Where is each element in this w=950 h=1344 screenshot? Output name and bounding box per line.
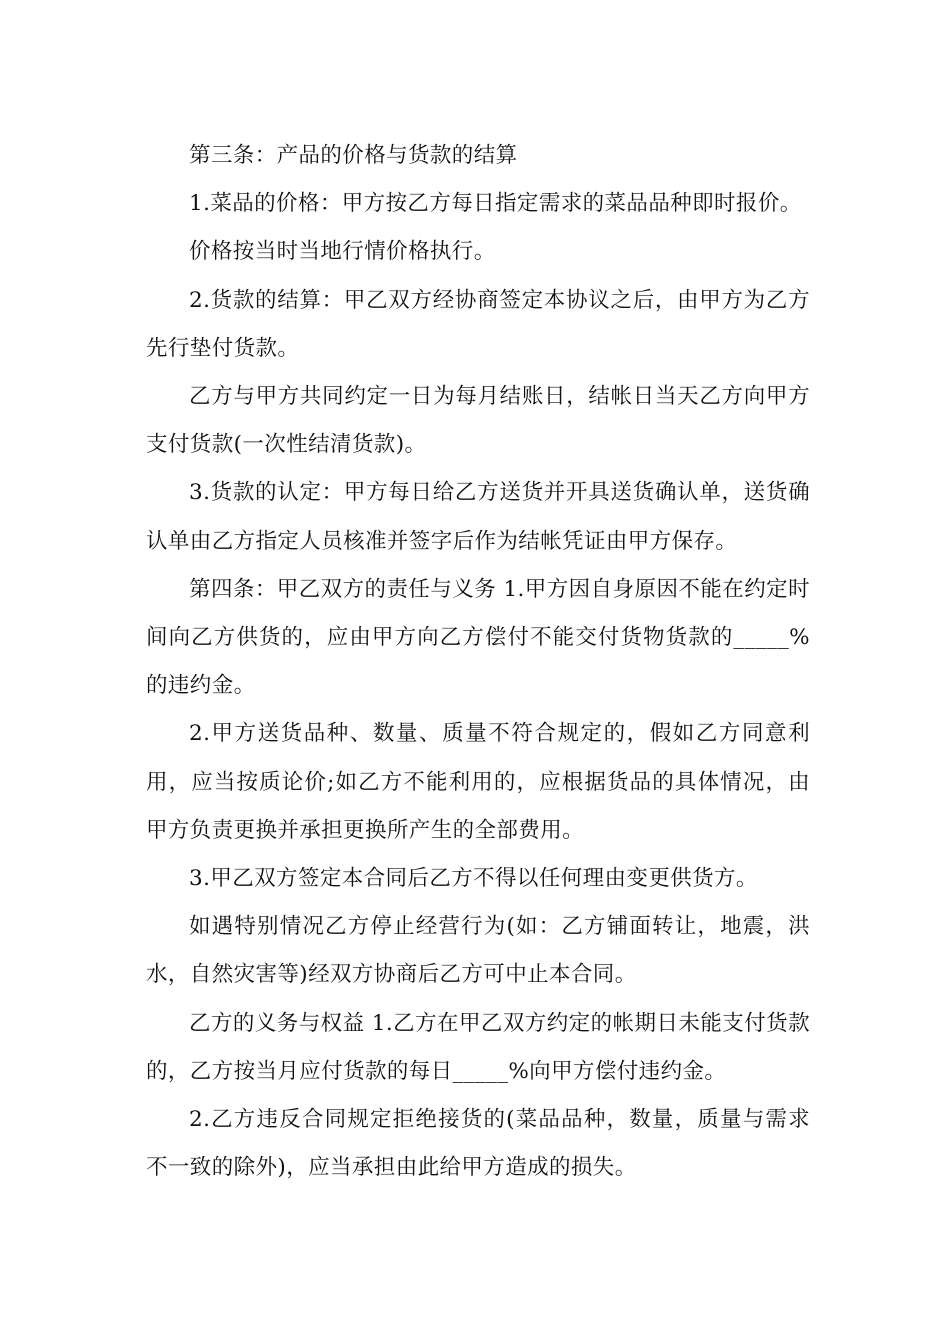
contract-text (146, 132, 810, 1192)
paragraph-settlement: 2.货款的结算：甲乙双方经协商签定本协议之后，由甲方为乙方先行垫付货款。 (146, 287, 810, 361)
paragraph-special-circumstances: 如遇特别情况乙方停止经营行为(如：乙方铺面转让，地震，洪水，自然灾害等)经双方协商后乙方可中止本合同。 (146, 914, 810, 988)
paragraph-price-basis: 价格按当时当地行情价格执行。 (189, 239, 496, 265)
paragraph-article-4: 第四条：甲乙双方的责任与义务 1.甲方因自身原因不能在约定时间向乙方供货的，应由甲方向乙方偿付不能交付货物货款的_____%的违约金。 (146, 576, 810, 699)
paragraph-price: 1.菜品的价格：甲方按乙方每日指定需求的菜品品种即时报价。 (189, 191, 802, 217)
paragraph-refusal: 2.乙方违反合同规定拒绝接货的(菜品品种，数量，质量与需求不一致的除外)，应当承担由此给甲方造成的损失。 (146, 1107, 810, 1181)
paragraph-party-b-obligations: 乙方的义务与权益 1.乙方在甲乙双方约定的帐期日未能支付货款的，乙方按当月应付货款的每日_____%向甲方偿付违约金。 (146, 1010, 810, 1084)
paragraph-supplier-change: 3.甲乙双方签定本合同后乙方不得以任何理由变更供货方。 (189, 866, 758, 892)
paragraph-article-3-title: 第三条：产品的价格与货款的结算 (189, 143, 518, 168)
paragraph-quality: 2.甲方送货品种、数量、质量不符合规定的，假如乙方同意利用，应当按质论价;如乙方不能利用的，应根据货品的具体情况，由甲方负责更换并承担更换所产生的全部费用。 (146, 721, 810, 843)
paragraph-billing-day: 乙方与甲方共同约定一日为每月结账日，结帐日当天乙方向甲方支付货款(一次性结清货款)。 (146, 384, 810, 458)
paragraph-confirmation: 3.货款的认定：甲方每日给乙方送货并开具送货确认单，送货确认单由乙方指定人员核准并签字后作为结帐凭证由甲方保存。 (146, 480, 810, 554)
